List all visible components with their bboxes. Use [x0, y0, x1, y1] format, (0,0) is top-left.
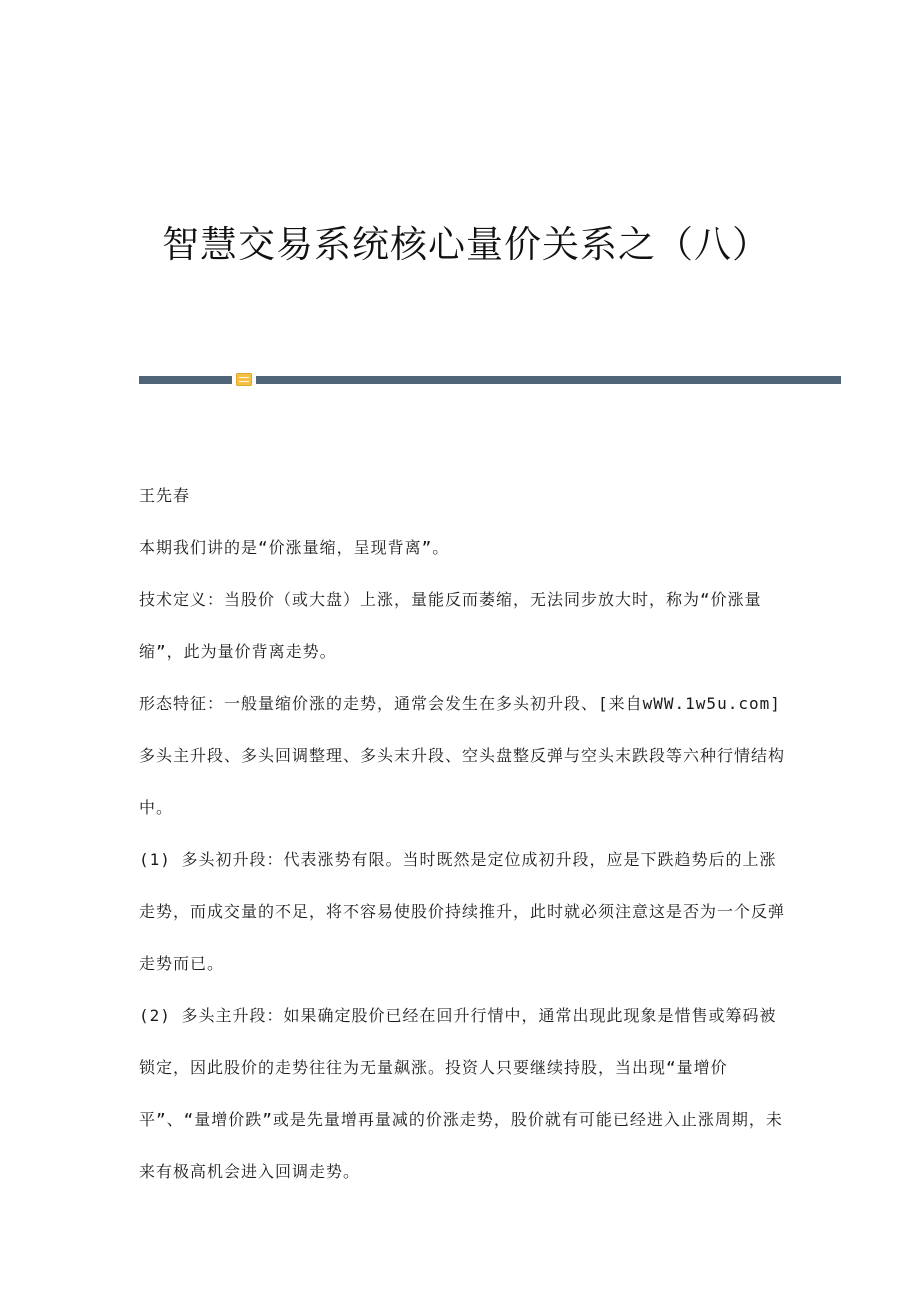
document-body [139, 470, 789, 1198]
paragraph-definition: 技术定义：当股价（或大盘）上涨，量能反而萎缩，无法同步放大时，称为“价涨量缩”，此为量价背离走势。 [139, 590, 762, 661]
title-divider-right [256, 376, 841, 384]
paragraph-early-rise: (1) 多头初升段：代表涨势有限。当时既然是定位成初升段，应是下跌趋势后的上涨走势，而成交量的不足，将不容易使股价持续推升，此时就必须注意这是否为一个反弹走势而已。 [139, 850, 786, 973]
author-name: 王先春 [139, 486, 191, 505]
paragraph-intro: 本期我们讲的是“价涨量缩，呈现背离”。 [139, 538, 450, 557]
title-divider-left [139, 376, 232, 384]
paragraph-main-rise: (2) 多头主升段：如果确定股价已经在回升行情中，通常出现此现象是惜售或筹码被锁定，因此股价的走势往往为无量飙涨。投资人只要继续持股，当出现“量增价平”、“量增价跌”或是先量增再量减的价涨走势，股价就有可能已经进入止涨周期，未来有极高机会进入回调走势。 [139, 1006, 783, 1181]
document-title: 智慧交易系统核心量价关系之（八） [162, 223, 770, 266]
divider-ornament-icon [236, 373, 252, 386]
paragraph-pattern: 形态特征：一般量缩价涨的走势，通常会发生在多头初升段、[来自wWW.1w5u.com]多头主升段、多头回调整理、多头末升段、空头盘整反弹与空头末跌段等六种行情结构中。 [139, 694, 786, 817]
